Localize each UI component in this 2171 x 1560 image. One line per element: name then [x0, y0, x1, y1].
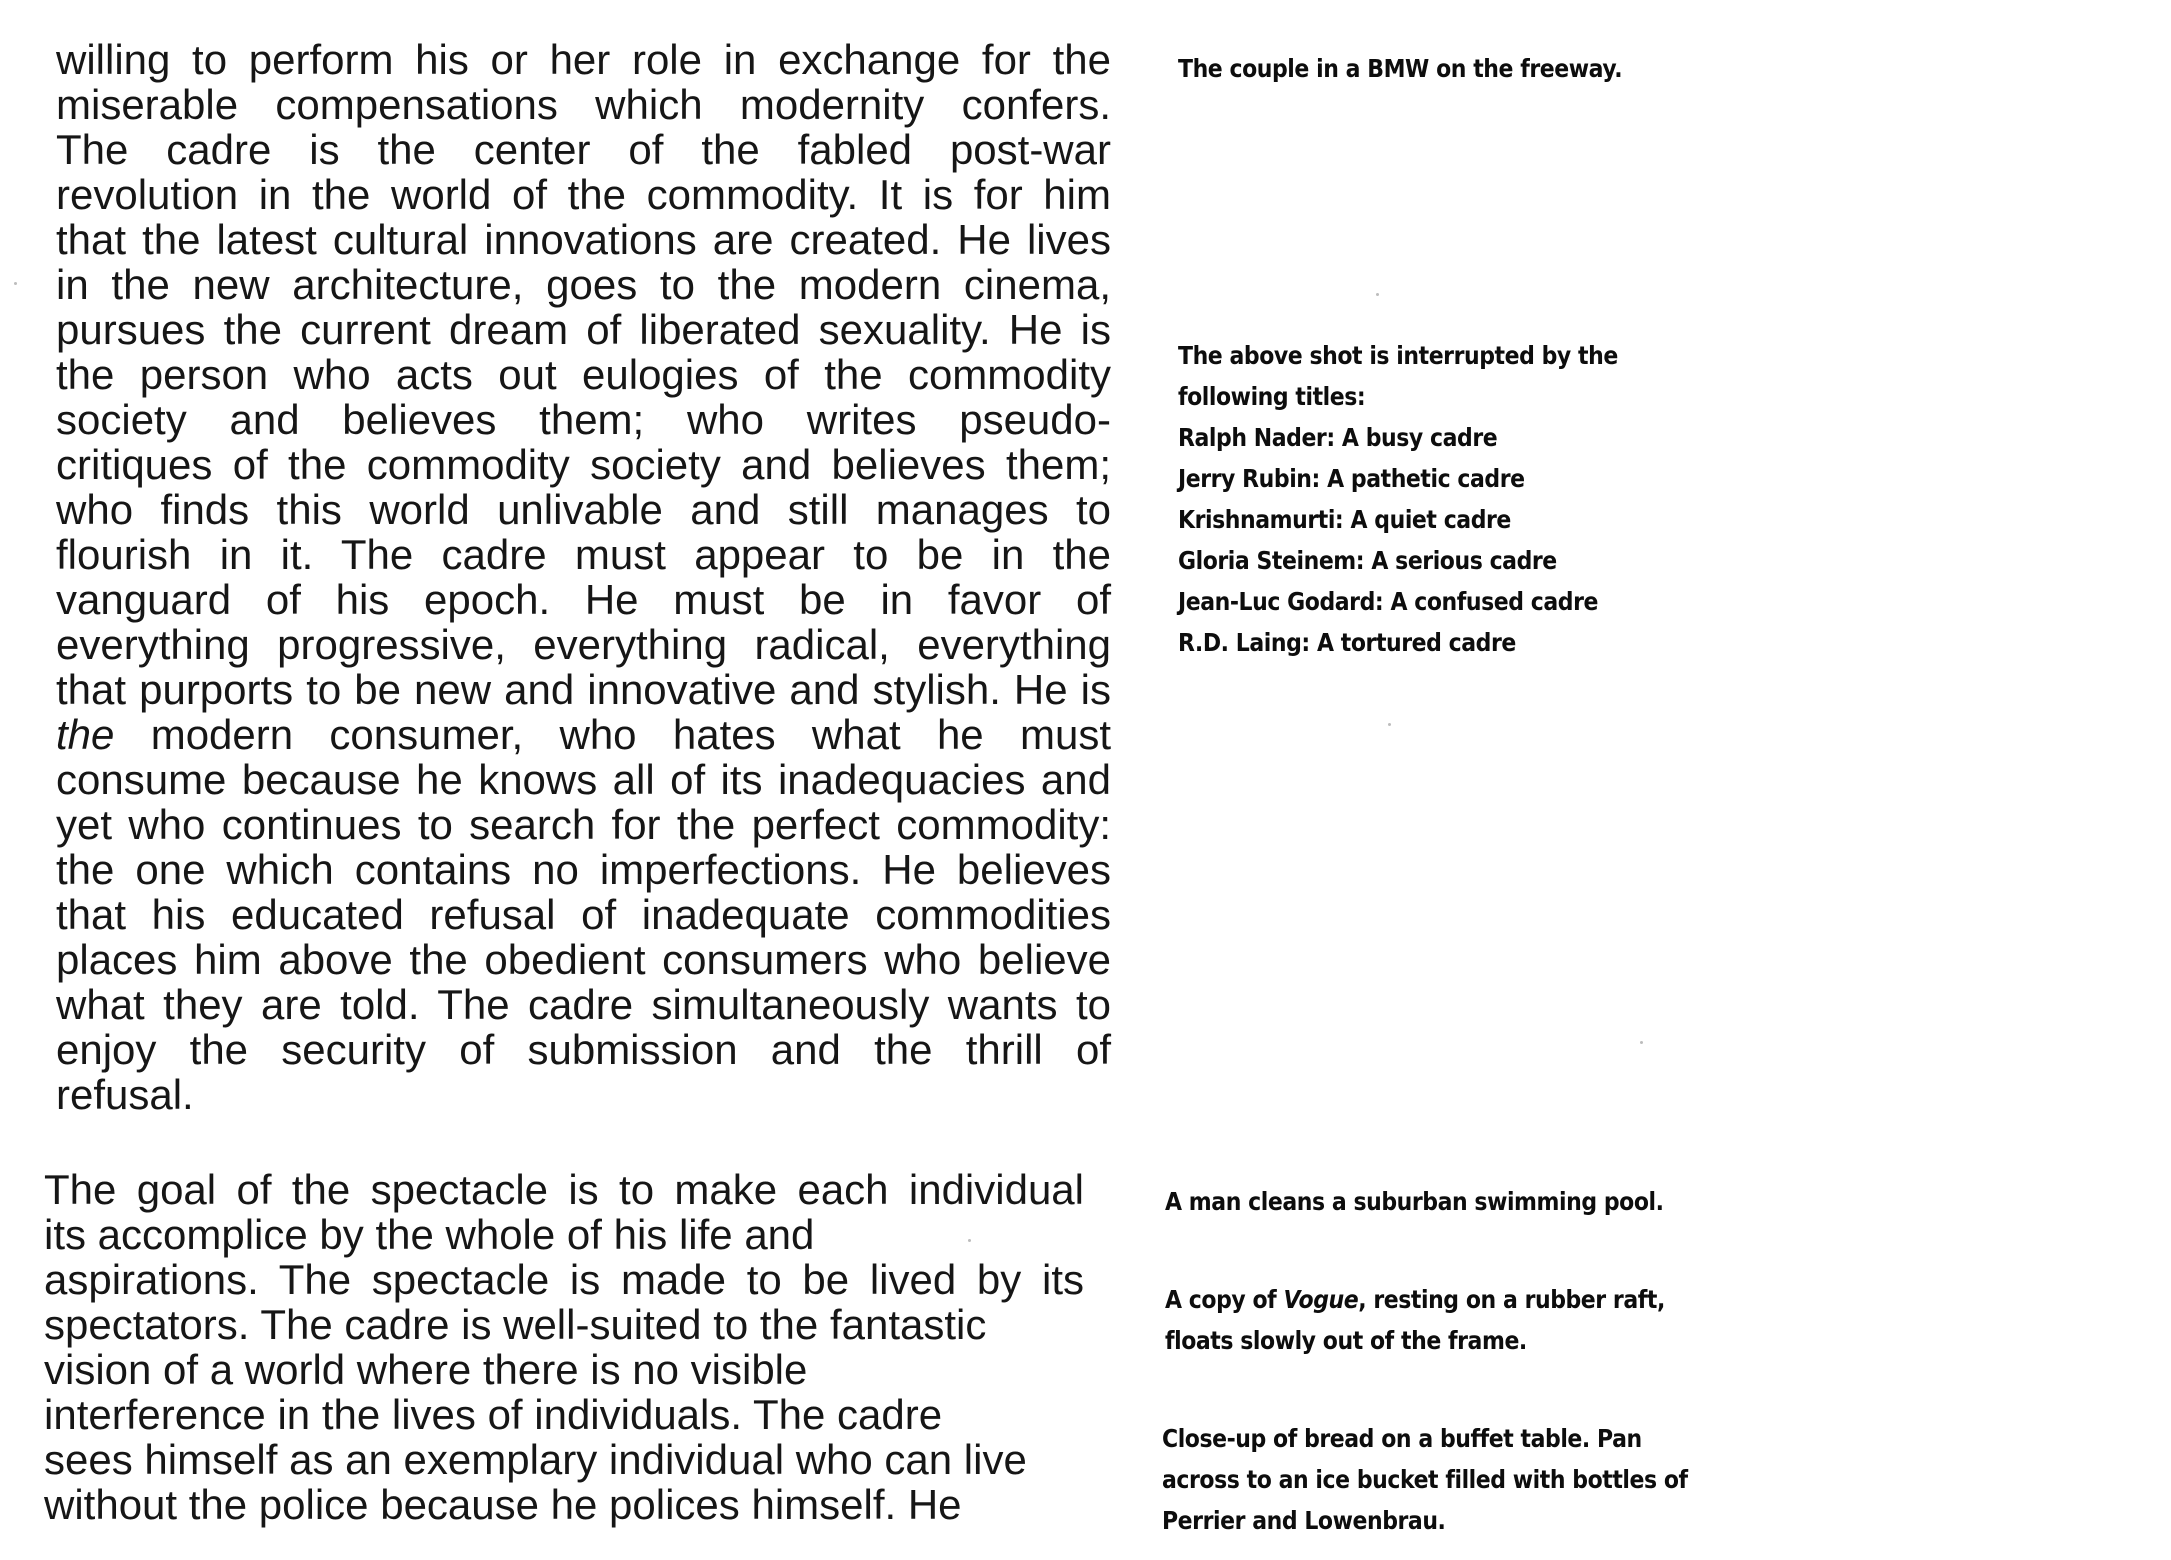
scan-speck	[968, 1239, 971, 1242]
text-line: that his educated refusal of inadequate commodities	[56, 891, 1111, 938]
italic-word: the	[56, 711, 115, 758]
text-line: pursues the current dream of liberated sexuality. He is	[56, 306, 1111, 353]
text-line: the person who acts out eulogies of the commodity	[56, 351, 1111, 398]
title-card-line: Jean-Luc Godard: A confused cadre	[1178, 587, 1598, 616]
text-line: everything progressive, everything radical, everything	[56, 621, 1111, 668]
text-line: critiques of the commodity society and believes them;	[56, 441, 1111, 488]
text-line: that the latest cultural innovations are created. He lives	[56, 216, 1111, 263]
text-line: what they are told. The cadre simultaneously wants to	[56, 981, 1111, 1028]
text-line: vanguard of his epoch. He must be in favor of	[56, 576, 1111, 623]
title-card-line: Gloria Steinem: A serious cadre	[1178, 546, 1557, 575]
text-line: who finds this world unlivable and still manages to	[56, 486, 1111, 533]
text-line: enjoy the security of submission and the thrill of	[56, 1026, 1111, 1073]
side-note-line	[1165, 1279, 1665, 1320]
text-line: miserable compensations which modernity confers.	[56, 81, 1111, 128]
body-paragraph-1	[56, 37, 1111, 1117]
side-note-text: A copy of	[1165, 1285, 1284, 1314]
side-note-line: Close-up of bread on a buffet table. Pan	[1162, 1424, 1642, 1453]
text-line: consume because he knows all of its inadequacies and	[56, 756, 1111, 803]
title-card-line: Ralph Nader: A busy cadre	[1178, 423, 1498, 452]
text-line: The cadre is the center of the fabled post-war	[56, 126, 1111, 173]
side-note-titles	[1178, 335, 1618, 663]
text-line: aspirations. The spectacle is made to be lived by its	[44, 1256, 1084, 1303]
scan-speck	[14, 282, 17, 285]
body-paragraph-2	[44, 1167, 1084, 1527]
text-line: The goal of the spectacle is to make each individual	[44, 1166, 1084, 1213]
title-card-line: R.D. Laing: A tortured cadre	[1178, 628, 1516, 657]
text-line: its accomplice by the whole of his life and	[44, 1211, 815, 1258]
text-line: without the police because he polices himself. He	[44, 1481, 962, 1528]
side-note-vogue	[1165, 1279, 1665, 1361]
side-note-line: across to an ice bucket filled with bottles of	[1162, 1465, 1688, 1494]
text-line: places him above the obedient consumers who believe	[56, 936, 1111, 983]
scan-speck	[1388, 723, 1391, 726]
title-card-line: Krishnamurti: A quiet cadre	[1178, 505, 1511, 534]
side-note-line: A man cleans a suburban swimming pool.	[1165, 1187, 1664, 1216]
text-line: vision of a world where there is no visible	[44, 1346, 808, 1393]
text-line: that purports to be new and innovative and stylish. He is	[56, 666, 1111, 713]
side-note-line: The above shot is interrupted by the	[1178, 341, 1618, 370]
side-note-buffet	[1162, 1418, 1688, 1541]
side-note-bmw	[1178, 48, 1622, 89]
title-card-line: Jerry Rubin: A pathetic cadre	[1178, 464, 1525, 493]
text-line: interference in the lives of individuals. The cadre	[44, 1391, 943, 1438]
side-note-line: Perrier and Lowenbrau.	[1162, 1506, 1446, 1535]
text-line: flourish in it. The cadre must appear to be in the	[56, 531, 1111, 578]
text-line: revolution in the world of the commodity. It is for him	[56, 171, 1111, 218]
text-line: spectators. The cadre is well-suited to the fantastic	[44, 1301, 987, 1348]
scan-speck	[1376, 293, 1379, 296]
side-note-pool	[1165, 1181, 1664, 1222]
text-line	[56, 712, 1111, 757]
side-note-line: floats slowly out of the frame.	[1165, 1326, 1527, 1355]
text-line: refusal.	[56, 1071, 194, 1118]
text-line: willing to perform his or her role in exchange for the	[56, 36, 1111, 83]
text-line: society and believes them; who writes pseudo-	[56, 396, 1111, 443]
text-line: sees himself as an exemplary individual who can live	[44, 1436, 1027, 1483]
text-line: the one which contains no imperfections. He believes	[56, 846, 1111, 893]
scan-speck	[1640, 1041, 1643, 1044]
side-note-text: , resting on a rubber raft,	[1358, 1285, 1665, 1314]
magazine-title: Vogue	[1283, 1285, 1359, 1314]
text-line: yet who continues to search for the perfect commodity:	[56, 801, 1111, 848]
text-line: in the new architecture, goes to the modern cinema,	[56, 261, 1111, 308]
side-note-line: The couple in a BMW on the freeway.	[1178, 54, 1623, 83]
side-note-line: following titles:	[1178, 382, 1366, 411]
line-remainder: modern consumer, who hates what he must	[114, 711, 1111, 758]
